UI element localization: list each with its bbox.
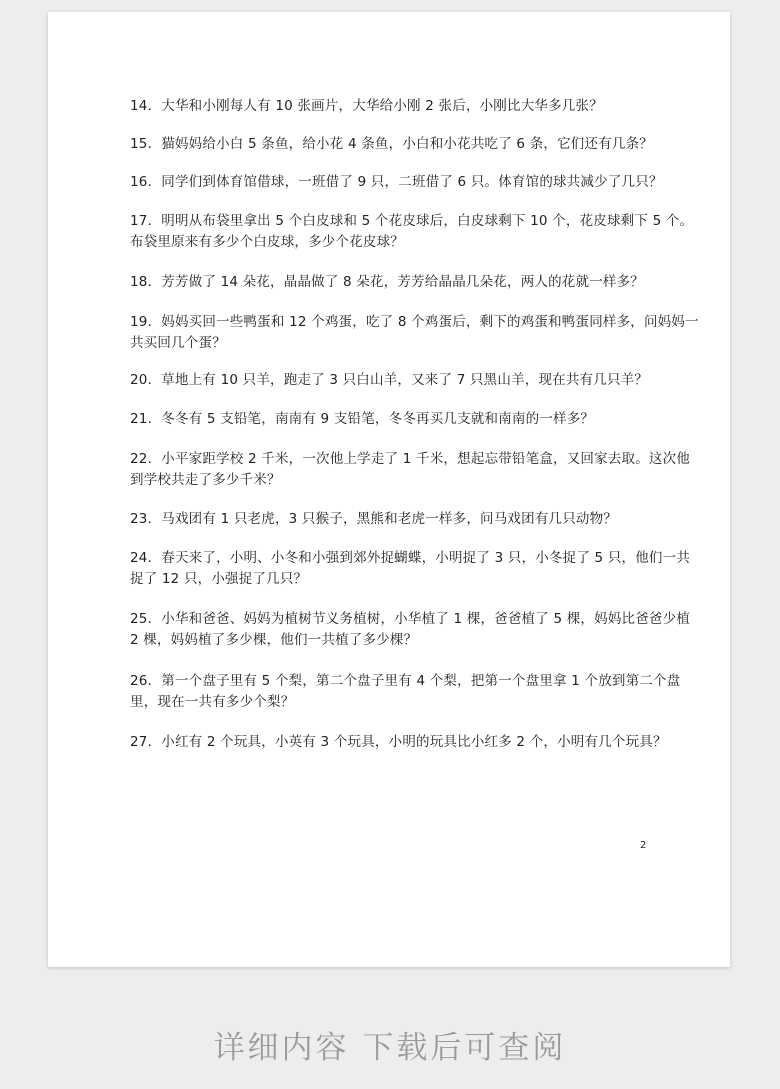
document-page	[48, 12, 730, 967]
question-16: 16．同学们到体育馆借球，一班借了 9 只，二班借了 6 只。体育馆的球共减少了几只？	[130, 174, 663, 190]
page-number: 2	[640, 840, 647, 851]
question-20: 20．草地上有 10 只羊，跑走了 3 只白山羊，又来了 7 只黑山羊，现在共有几只羊？	[130, 372, 649, 388]
question-17: 17．明明从布袋里拿出 5 个白皮球和 5 个花皮球后，白皮球剩下 10 个，花皮球剩下 5 个。布袋里原来有多少个白皮球，多少个花皮球？	[130, 213, 694, 250]
question-21: 21．冬冬有 5 支铅笔，南南有 9 支铅笔，冬冬再买几支就和南南的一样多？	[130, 411, 595, 427]
question-26: 26．第一个盘子里有 5 个梨，第二个盘子里有 4 个梨，把第一个盘里拿 1 个放到第二个盘里，现在一共有多少个梨？	[130, 673, 681, 710]
question-27: 27．小红有 2 个玩具，小英有 3 个玩具，小明的玩具比小红多 2 个，小明有几个玩具？	[130, 734, 667, 750]
question-14: 14．大华和小刚每人有 10 张画片，大华给小刚 2 张后，小刚比大华多几张？	[130, 98, 603, 114]
question-25: 25．小华和爸爸、妈妈为植树节义务植树，小华植了 1 棵，爸爸植了 5 棵，妈妈比爸爸少植 2 棵，妈妈植了多少棵，他们一共植了多少棵？	[130, 611, 691, 648]
question-18: 18．芳芳做了 14 朵花，晶晶做了 8 朵花，芳芳给晶晶几朵花，两人的花就一样多？	[130, 274, 645, 290]
question-19: 19．妈妈买回一些鸭蛋和 12 个鸡蛋，吃了 8 个鸡蛋后，剩下的鸡蛋和鸭蛋同样多，问妈妈一共买回几个蛋？	[130, 314, 699, 351]
footer-banner: 详细内容 下载后可查阅	[213, 1030, 567, 1066]
question-23: 23．马戏团有 1 只老虎，3 只猴子，黑熊和老虎一样多，问马戏团有几只动物？	[130, 511, 618, 527]
question-24: 24．春天来了，小明、小冬和小强到郊外捉蝴蝶，小明捉了 3 只，小冬捉了 5 只，他们一共捉了 12 只，小强捉了几只？	[130, 550, 691, 587]
question-15: 15．猫妈妈给小白 5 条鱼，给小花 4 条鱼，小白和小花共吃了 6 条，它们还有几条？	[130, 136, 653, 152]
question-22: 22．小平家距学校 2 千米，一次他上学走了 1 千米，想起忘带铅笔盒，又回家去取。这次他到学校共走了多少千米？	[130, 451, 691, 488]
